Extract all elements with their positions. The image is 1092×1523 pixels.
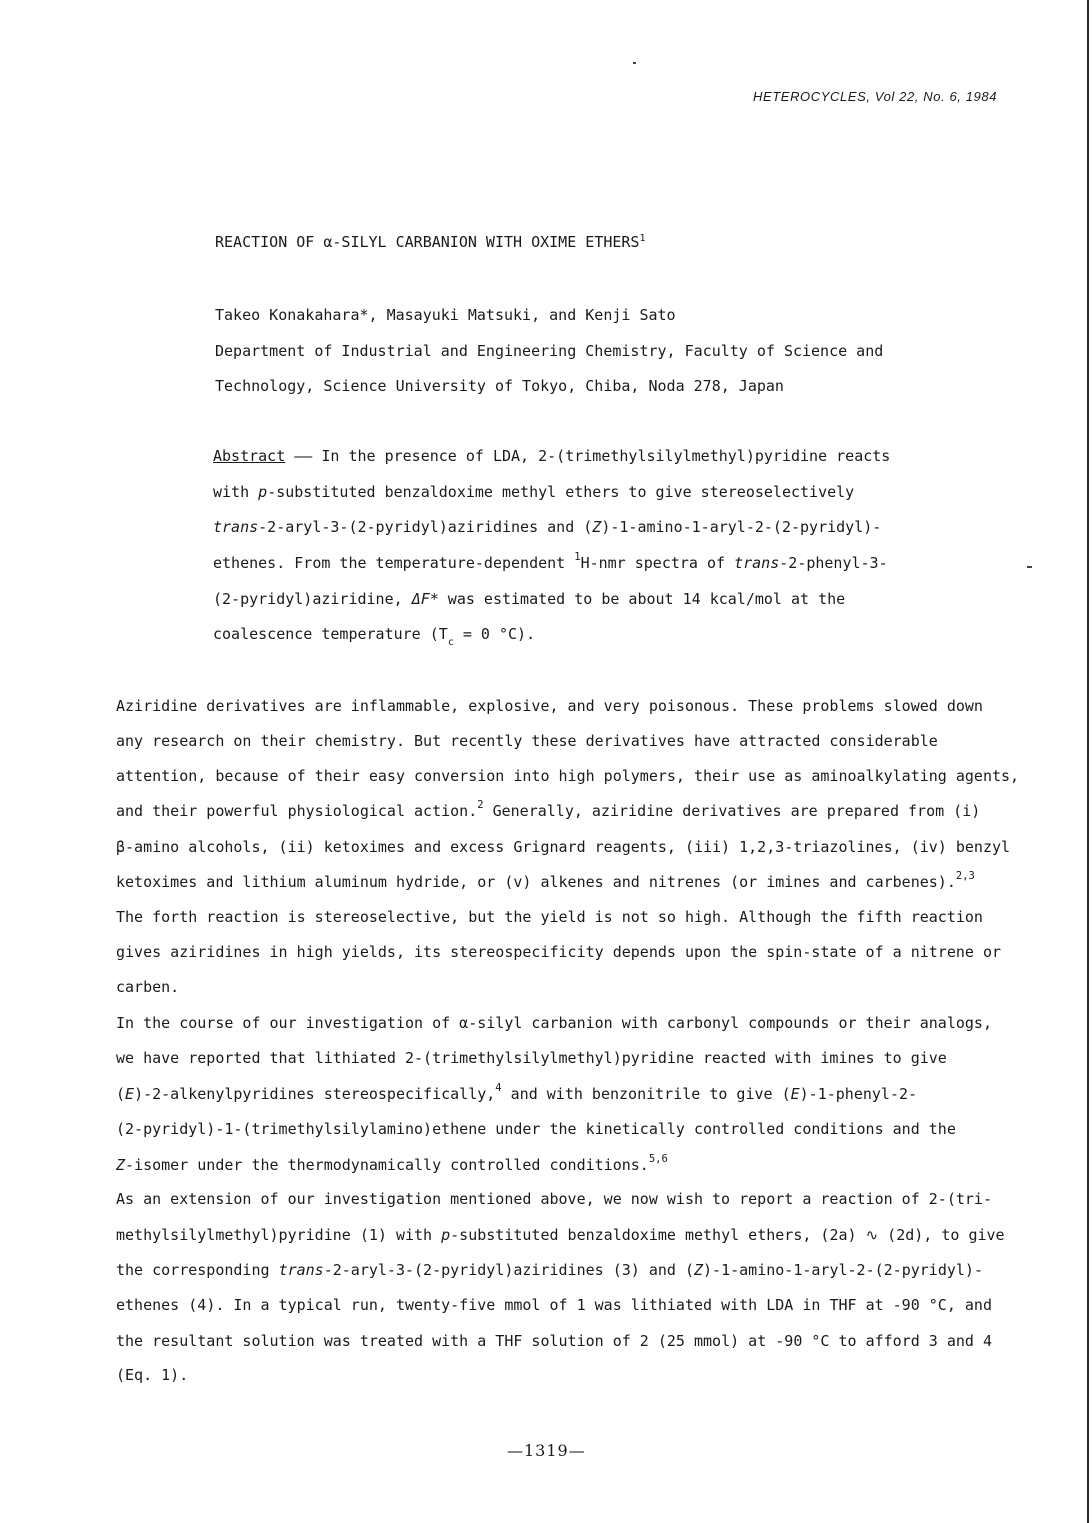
abstract-line-5: (2-pyridyl)aziridine, ΔF* was estimated to be about 14 kcal/mol at the	[213, 590, 846, 608]
title-reference: 1	[639, 233, 646, 244]
body-p3-line-1: As an extension of our investigation mentioned above, we now wish to report a reaction of 2-(tri-	[116, 1190, 992, 1208]
abstract-line-2: with p-substituted benzaldoxime methyl ethers to give stereoselectively	[213, 483, 855, 501]
body-p1-line-6: ketoximes and lithium aluminum hydride, or (v) alkenes and nitrenes (or imines and carbenes).$^{2,3}$	[116, 870, 975, 891]
body-p3-line-4: ethenes (4). In a typical run, twenty-five mmol of 1 was lithiated with LDA in THF at -90 °C, and	[116, 1296, 992, 1314]
body-p3-line-2: methylsilylmethyl)pyridine (1) with p-substituted benzaldoxime methyl ethers, (2a) ∿ (2d), to give	[116, 1226, 1005, 1244]
abstract-line-4: ethenes. From the temperature-dependent $^1$H-nmr spectra of trans-2-phenyl-3-	[213, 551, 888, 572]
body-p2-line-1: In the course of our investigation of α-silyl carbanion with carbonyl compounds or their analogs,	[116, 1014, 992, 1032]
page-edge-line	[1087, 0, 1089, 1523]
body-p1-line-8: gives aziridines in high yields, its stereospecificity depends upon the spin-state of a nitrene or	[116, 943, 1002, 961]
scan-speck	[1027, 566, 1032, 568]
abstract-line-1: Abstract —— In the presence of LDA, 2-(trimethylsilylmethyl)pyridine reacts	[213, 447, 891, 465]
body-p1-line-9: carben.	[116, 978, 180, 996]
body-p2-line-4: (2-pyridyl)-1-(trimethylsilylamino)ethene under the kinetically controlled conditions and the	[116, 1120, 956, 1138]
body-p2-line-2: we have reported that lithiated 2-(trimethylsilylmethyl)pyridine reacted with imines to give	[116, 1049, 947, 1067]
body-p1-line-2: any research on their chemistry. But recently these derivatives have attracted considerable	[116, 732, 938, 750]
body-p2-line-3: (E)-2-alkenylpyridines stereospecifically,$^4$ and with benzonitrile to give (E)-1-phenyl-2-	[116, 1082, 918, 1103]
body-p3-line-5: the resultant solution was treated with a THF solution of 2 (25 mmol) at -90 °C to afford 3 and 4	[116, 1332, 993, 1350]
body-p1-line-7: The forth reaction is stereoselective, but the yield is not so high. Although the fifth reaction	[116, 908, 983, 926]
abstract-line-6: coalescence temperature ($T_c = 0$ °C).	[213, 625, 536, 648]
body-p3-line-3: the corresponding trans-2-aryl-3-(2-pyridyl)aziridines (3) and (Z)-1-amino-1-aryl-2-(2-pyridyl)-	[116, 1261, 983, 1279]
journal-header: HETEROCYCLES, Vol 22, No. 6, 1984	[753, 89, 998, 104]
affiliation-line-1: Department of Industrial and Engineering Chemistry, Faculty of Science and	[215, 342, 884, 360]
paper-title: REACTION OF α-SILYL CARBANION WITH OXIME ETHERS$^1$	[215, 233, 646, 251]
authors: Takeo Konakahara*, Masayuki Matsuki, and Kenji Sato	[215, 306, 676, 324]
scan-speck	[633, 62, 636, 64]
affiliation-line-2: Technology, Science University of Tokyo, Chiba, Noda 278, Japan	[215, 377, 784, 395]
body-p1-line-5: β-amino alcohols, (ii) ketoximes and excess Grignard reagents, (iii) 1,2,3-triazolines, (iv) benzyl	[116, 838, 1011, 856]
body-p2-line-5: Z-isomer under the thermodynamically controlled conditions.$^{5,6}$	[116, 1153, 668, 1174]
body-p3-line-6: (Eq. 1).	[116, 1366, 189, 1384]
abstract-line-3: trans-2-aryl-3-(2-pyridyl)aziridines and (Z)-1-amino-1-aryl-2-(2-pyridyl)-	[213, 518, 882, 536]
body-p1-line-3: attention, because of their easy conversion into high polymers, their use as aminoalkylating agents,	[116, 767, 1020, 785]
body-p1-line-1: Aziridine derivatives are inflammable, explosive, and very poisonous. These problems slowed down	[116, 697, 983, 715]
page-number: —1319—	[507, 1441, 586, 1460]
body-p1-line-4: and their powerful physiological action.$^2$ Generally, aziridine derivatives are prepared from (i)	[116, 799, 981, 820]
abstract-label: Abstract	[213, 447, 286, 465]
